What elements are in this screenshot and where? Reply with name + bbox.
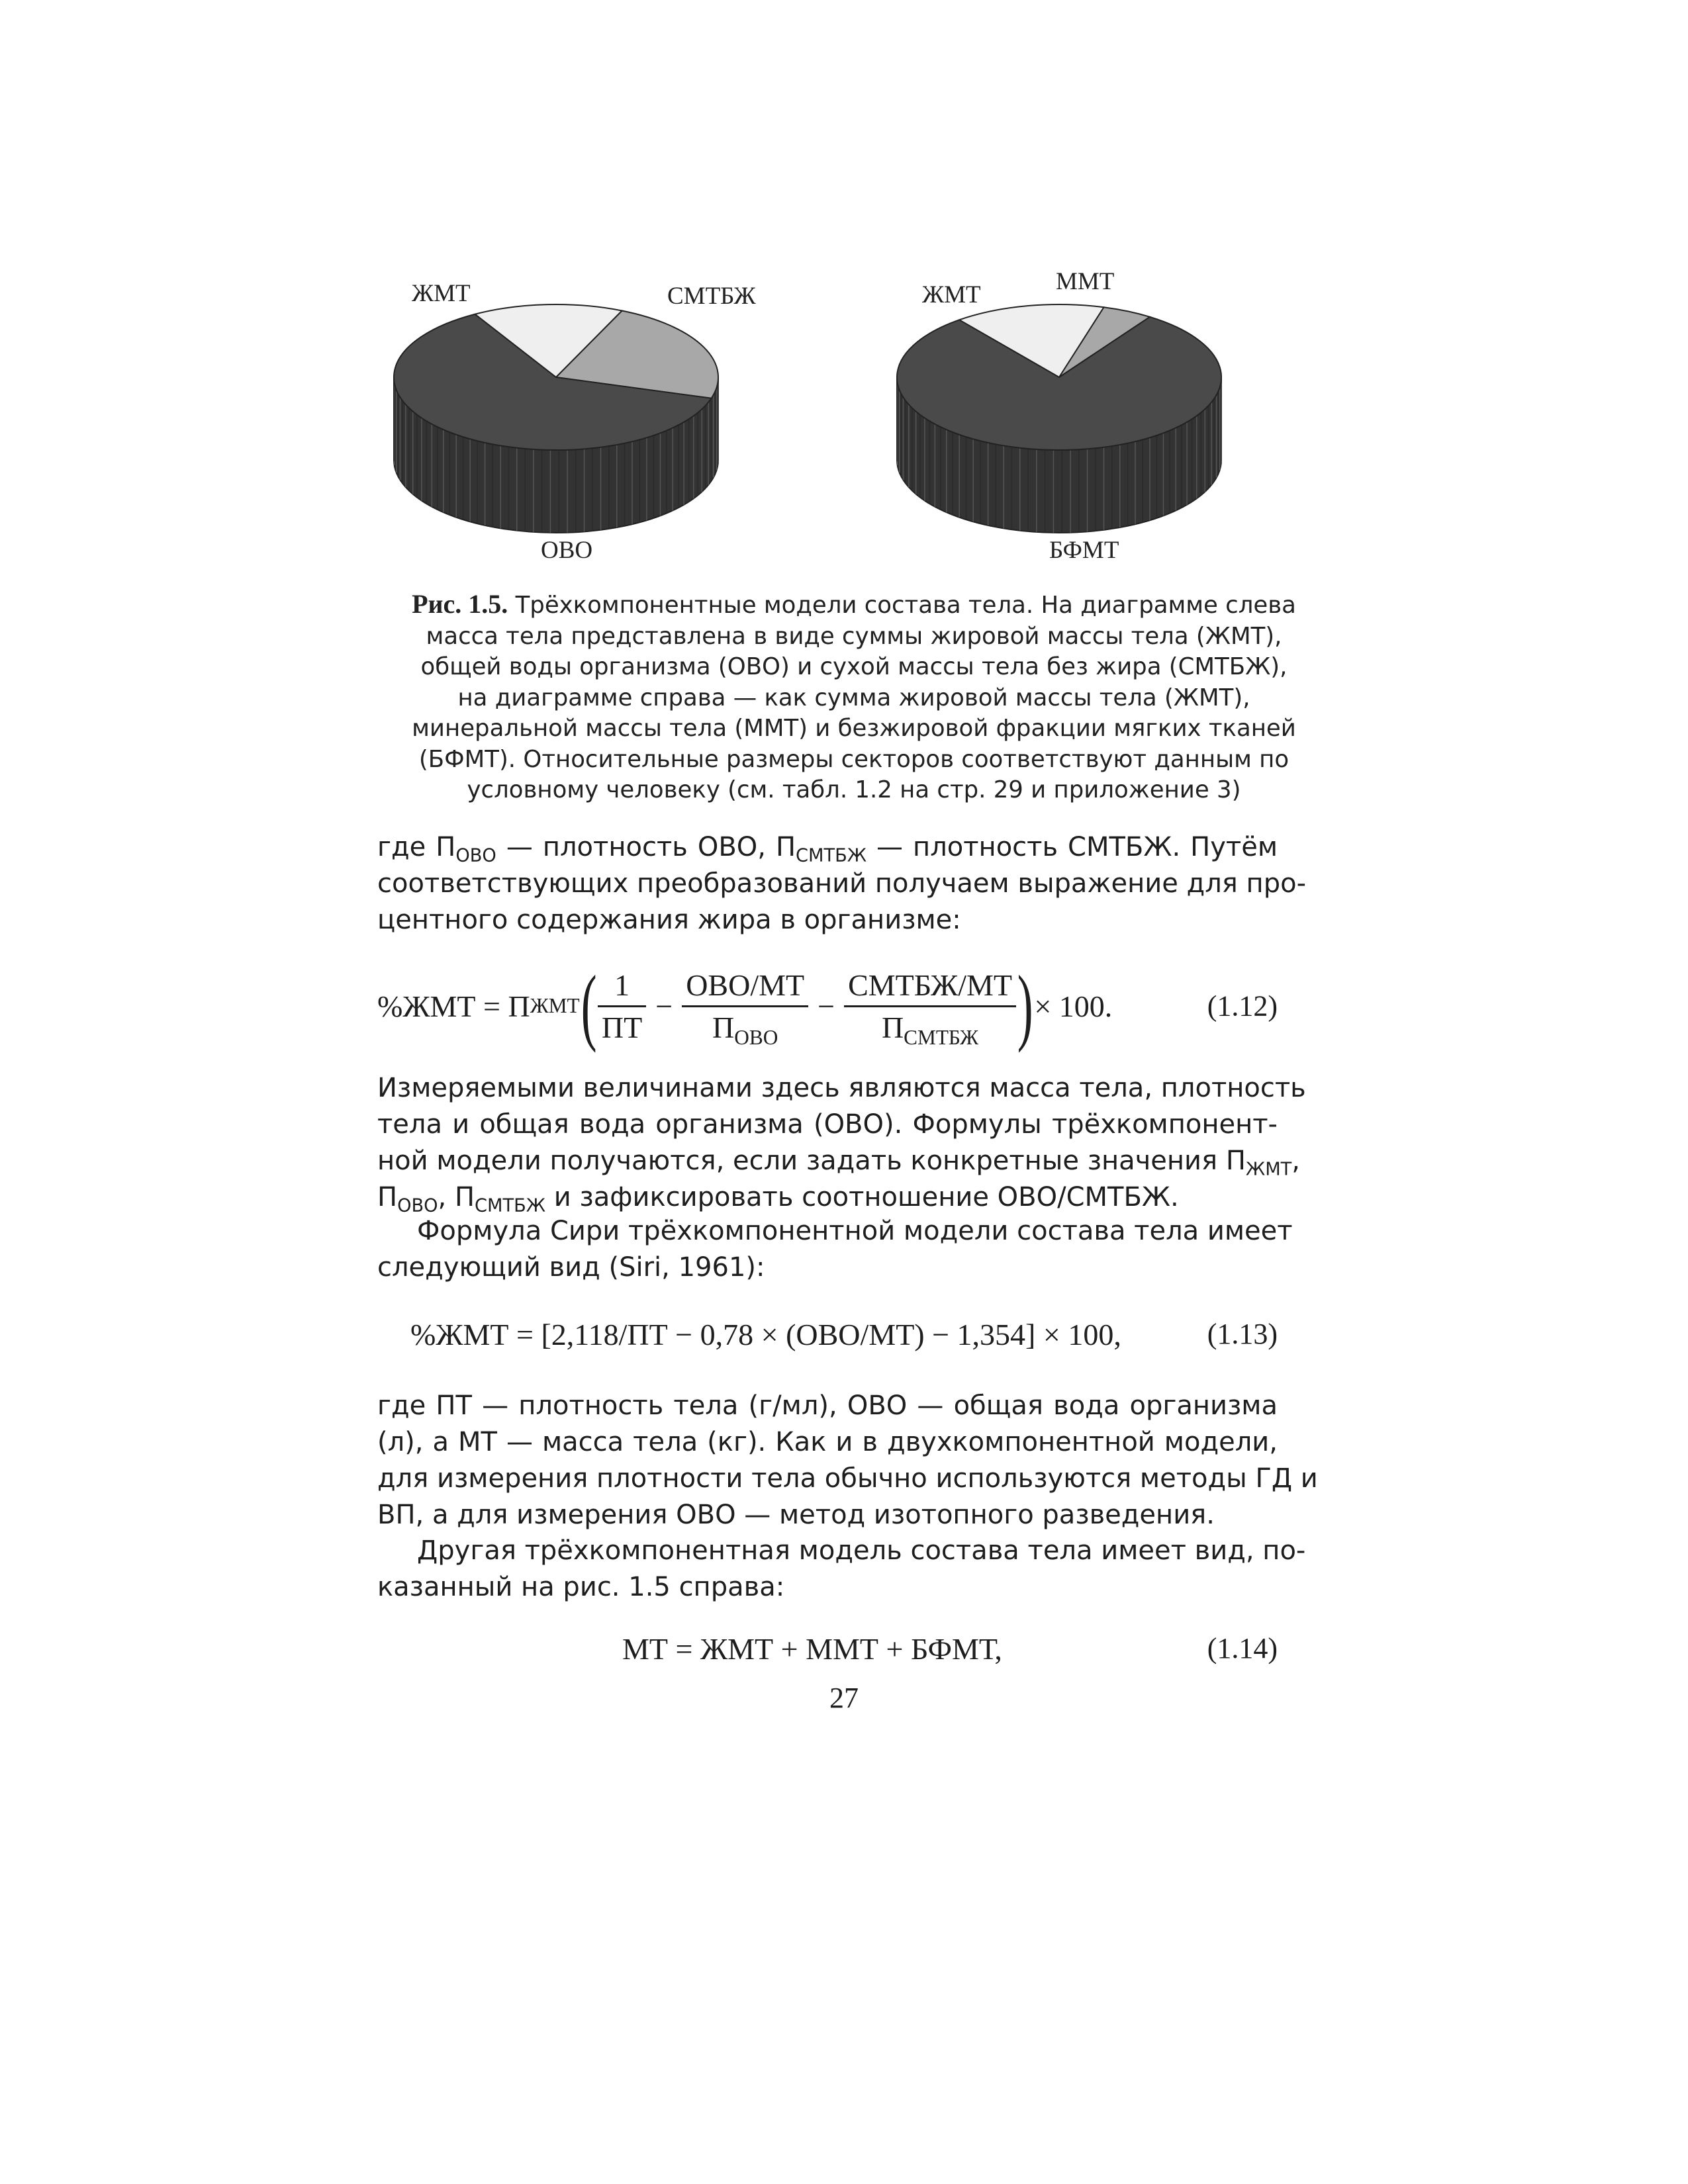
para3-line-2: следующий вид (Siri, 1961): (377, 1252, 765, 1283)
caption-line-6: (БФМТ). Относительные размеры секторов соответствуют данным по (418, 745, 1289, 773)
para1-line-2: соответствующих преобразований получаем выражение для про- (377, 868, 1307, 899)
equation-number-1-12: (1.12) (1207, 989, 1278, 1023)
para1-line-1: где $П_{ОВО}$ — плотность ОВО, $П_{СМТБЖ}$ — плотность СМТБЖ. Путём (377, 832, 1278, 866)
para5-line-2: казанный на рис. 1.5 справа: (377, 1572, 785, 1602)
paragraph-4 (377, 1388, 1318, 1533)
figure-1-5 (371, 251, 1311, 582)
paragraph-1 (377, 829, 1307, 938)
right-paren: ) (1017, 958, 1033, 1054)
fraction-3: $\frac{\text{СМТБЖ/МТ}}{П_{СМТБЖ}}$ (844, 968, 1016, 1045)
caption-line-1: Рис. 1.5. Трёхкомпонентные модели состава тела. На диаграмме слева (412, 589, 1296, 619)
para2-line-1: Измеряемыми величинами здесь являются масса тела, плотность (377, 1073, 1306, 1103)
caption-line-4: на диаграмме справа — как сумма жировой массы тела (ЖМТ), (457, 684, 1250, 711)
caption-line-2: масса тела представлена в виде суммы жировой массы тела (ЖМТ), (426, 622, 1282, 650)
equation-1-13-body: %ЖМТ = [2,118/ПТ − 0,78 × (ОВО/МТ) − 1,354] × 100, (410, 1318, 1121, 1351)
pie-left-top (394, 304, 718, 450)
label-ovo: ОВО (541, 537, 593, 564)
equation-1-14 (377, 1631, 1278, 1671)
para4-line-2: (л), а МТ — масса тела (кг). Как и в двухкомпонентной модели, (377, 1427, 1278, 1457)
page-number: 27 (829, 1682, 859, 1714)
caption-line-3: общей воды организма (ОВО) и сухой массы тела без жира (СМТБЖ), (420, 653, 1288, 680)
fraction-1: $\frac{1}{ПТ}$ (598, 968, 646, 1045)
para2-line-2: тела и общая вода организма (ОВО). Формулы трёхкомпонент- (377, 1109, 1278, 1140)
pie-right-top (897, 304, 1221, 450)
para3-line-1: Формула Сири трёхкомпонентной модели состава тела имеет (417, 1216, 1293, 1246)
label-zhmt-left: ЖМТ (412, 280, 471, 307)
label-zhmt-right: ЖМТ (922, 281, 981, 308)
fraction-2: $\frac{\text{ОВО/МТ}}{П_{ОВО}}$ (682, 968, 808, 1045)
paragraph-2 (377, 1070, 1306, 1216)
caption-label: Рис. 1.5. (412, 589, 508, 619)
label-bfmt: БФМТ (1049, 537, 1119, 564)
para4-line-3: для измерения плотности тела обычно используются методы ГД и (377, 1463, 1318, 1494)
para4-line-1: где ПТ — плотность тела (г/мл), ОВО — общая вода организма (377, 1390, 1278, 1421)
caption-line-7: условному человеку (см. табл. 1.2 на стр. 29 и приложение 3) (467, 776, 1241, 803)
figure-caption (377, 589, 1331, 806)
label-smtbzh: СМТБЖ (667, 283, 756, 310)
left-paren: ( (581, 958, 597, 1054)
equation-number-1-13: (1.13) (1207, 1318, 1278, 1350)
equation-1-13 (377, 1317, 1278, 1357)
para1-line-3: центного содержания жира в организме: (377, 905, 961, 935)
para5-line-1: Другая трёхкомпонентная модель состава тела имеет вид, по- (417, 1535, 1306, 1566)
para2-line-3: ной модели получаются, если задать конкретные значения $П_{ЖМТ}$, (377, 1146, 1300, 1180)
equation-number-1-14: (1.14) (1207, 1632, 1278, 1664)
para4-line-4: ВП, а для измерения ОВО — метод изотопного разведения. (377, 1500, 1215, 1530)
caption-line-5: минеральной массы тела (ММТ) и безжировой фракции мягких тканей (412, 715, 1296, 742)
label-mmt: ММТ (1056, 268, 1115, 295)
paragraph-5 (377, 1533, 1306, 1606)
para2-line-4: $П_{ОВО}$, $П_{СМТБЖ}$ и зафиксировать соотношение ОВО/СМТБЖ. (377, 1182, 1179, 1216)
equation-1-12-body: %ЖМТ = П ЖМТ ( $\frac{1}{ПТ}$ − $\frac{\text{ОВО/МТ}}{П_{ОВО}}$ − $\frac{\text{СМТБЖ/МТ}}{П_{СМТБЖ}}$ ) × 100. (377, 958, 1113, 1054)
equation-1-14-body: МТ = ЖМТ + ММТ + БФМТ, (622, 1632, 1002, 1666)
equation-1-12 (377, 960, 1278, 1052)
paragraph-3 (377, 1213, 1293, 1286)
